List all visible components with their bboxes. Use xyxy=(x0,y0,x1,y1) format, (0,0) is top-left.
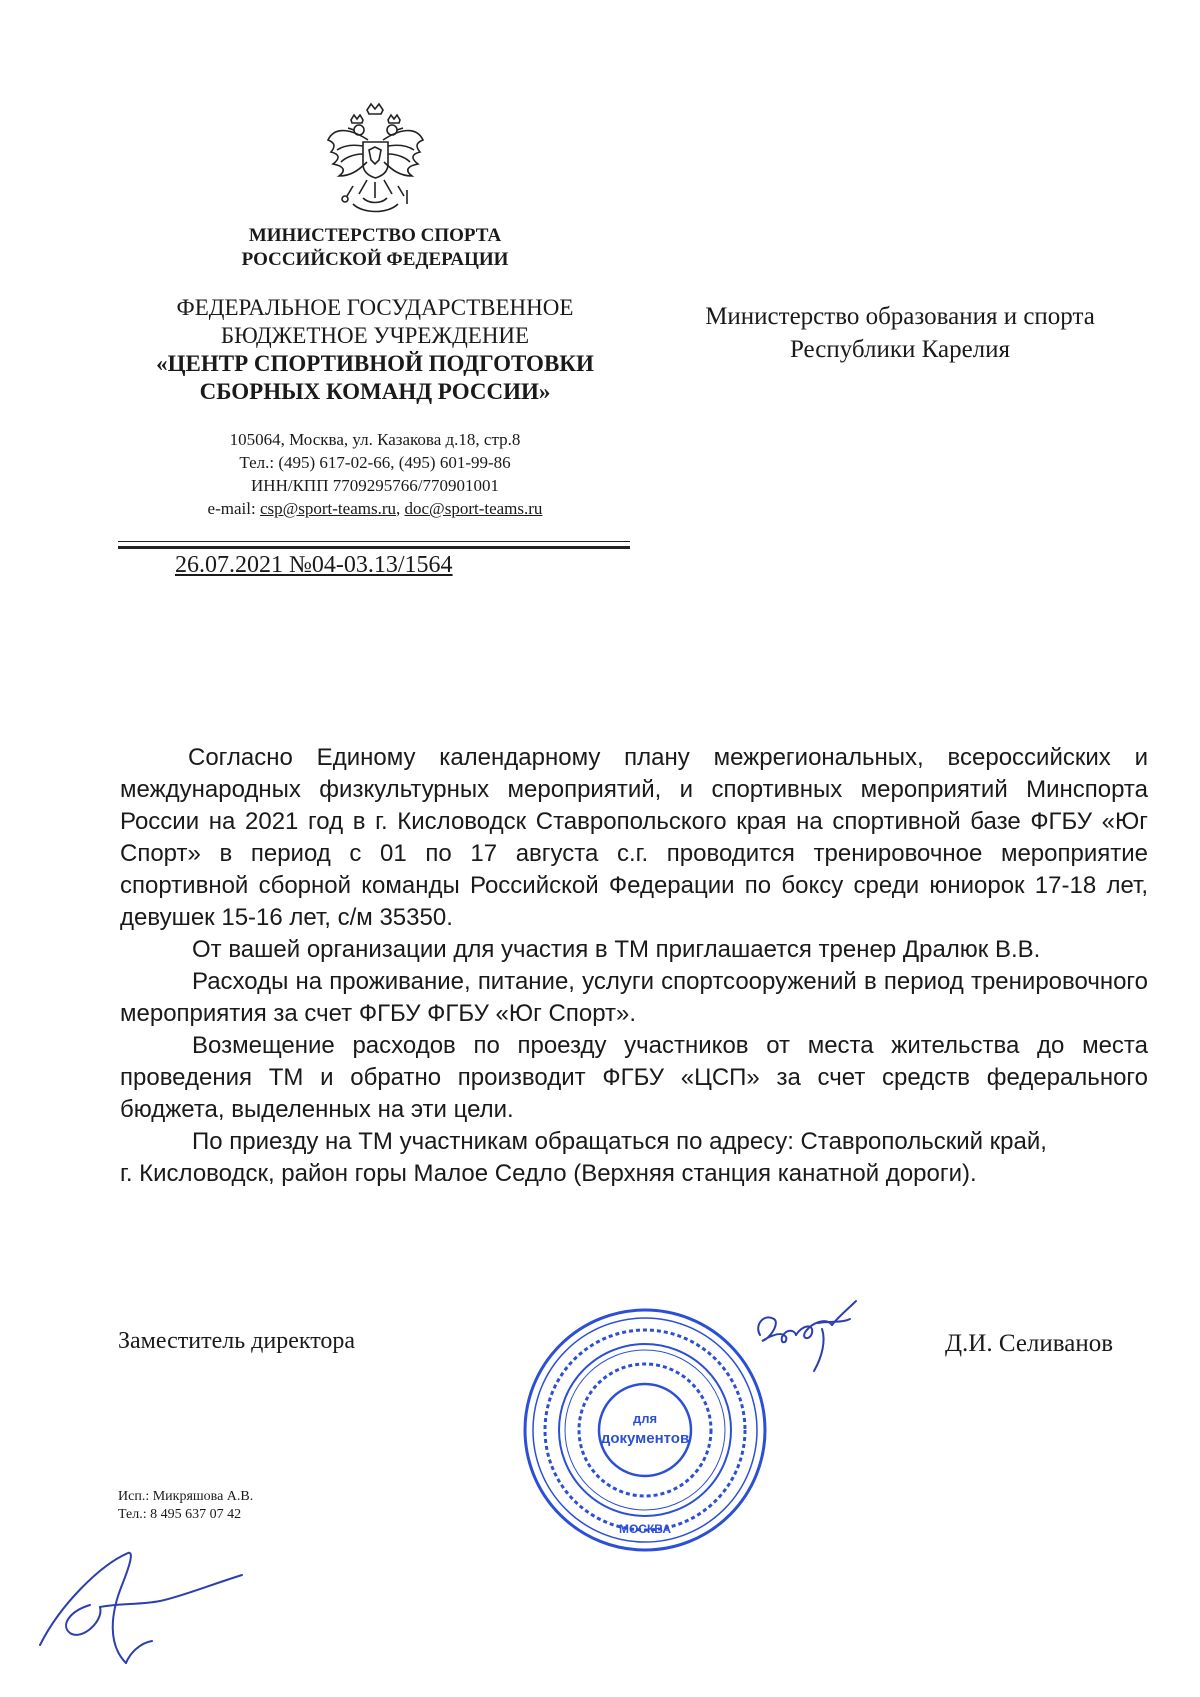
email-link-doc[interactable]: doc@sport-teams.ru xyxy=(404,499,543,518)
recipient-line-1: Министерство образования и спорта xyxy=(705,303,1095,330)
handwritten-initials xyxy=(30,1545,260,1675)
recipient-block xyxy=(640,300,1160,366)
executor-name: Исп.: Микряшова А.В. xyxy=(118,1489,254,1504)
header-divider-thick xyxy=(118,546,630,549)
paragraph-2: От вашей организации для участия в ТМ приглашается тренер Дралюк В.В. xyxy=(192,936,1041,963)
header-divider-thin xyxy=(118,541,630,542)
org-line-2: БЮДЖЕТНОЕ УЧРЕЖДЕНИЕ xyxy=(220,323,530,348)
signer-role: Заместитель директора xyxy=(118,1328,356,1354)
stamp-center-line-1: для xyxy=(632,1411,658,1426)
paragraph-1: Согласно Единому календарному плану межрегиональных, всероссийских и международных физкультурных мероприятий, и спортивных мероприятий Минспорта России на 2021 год в г. Кисловодск Ставропольского края на спортивной базе ФГБУ «Юг Спорт» в период с 01 по 17 августа с.г. проводится тренировочное мероприятие спортивной сборной команды Российской Федерации по боксу среди юниорок 17-18 лет, девушек 15-16 лет, с/м 35350. xyxy=(120,744,1148,931)
ministry-line-2: РОССИЙСКОЙ ФЕДЕРАЦИИ xyxy=(241,249,509,270)
ministry-line-1: МИНИСТЕРСТВО СПОРТА xyxy=(248,225,502,246)
recipient-line-2: Республики Карелия xyxy=(789,336,1011,363)
email-line: e-mail: csp@sport-teams.ru, doc@sport-teams.ru xyxy=(207,499,543,518)
org-line-3: «ЦЕНТР СПОРТИВНОЙ ПОДГОТОВКИ xyxy=(156,351,594,376)
official-stamp xyxy=(520,1305,770,1555)
ministry-name xyxy=(150,224,600,272)
executor-phone: Тел.: 8 495 637 07 42 xyxy=(118,1507,242,1522)
org-line-1: ФЕДЕРАЛЬНОЕ ГОСУДАРСТВЕННОЕ xyxy=(176,295,574,320)
organization-name xyxy=(120,294,630,406)
stamp-bottom-text: МОСКВА xyxy=(618,1522,672,1536)
org-line-4: СБОРНЫХ КОМАНД РОССИИ» xyxy=(199,379,551,404)
address-line: 105064, Москва, ул. Казакова д.18, стр.8 xyxy=(229,430,521,449)
paragraph-5-line-1: По приезду на ТМ участникам обращаться по адресу: Ставропольский край, xyxy=(192,1128,1047,1155)
document-number: 26.07.2021 №04-03.13/1564 xyxy=(175,552,453,578)
paragraph-5-line-2: г. Кисловодск, район горы Малое Седло (Верхняя станция канатной дороги). xyxy=(120,1160,977,1187)
paragraph-4: Возмещение расходов по проезду участников от места жительства до места проведения ТМ и обратно производит ФГБУ «ЦСП» за счет средств федерального бюджета, выделенных на эти цели. xyxy=(120,1032,1148,1123)
handwritten-signature xyxy=(752,1295,862,1375)
signer-name: Д.И. Селиванов xyxy=(945,1330,1114,1357)
coat-of-arms-icon xyxy=(323,100,428,220)
executor-info xyxy=(118,1488,253,1524)
phone-line: Тел.: (495) 617-02-66, (495) 601-99-86 xyxy=(239,453,511,472)
letter-body xyxy=(120,742,1148,1190)
email-link-csp[interactable]: csp@sport-teams.ru xyxy=(259,499,396,518)
paragraph-3: Расходы на проживание, питание, услуги спортсооружений в период тренировочного мероприятия за счет ФГБУ ФГБУ «Юг Спорт». xyxy=(120,968,1148,1027)
inn-line: ИНН/КПП 7709295766/770901001 xyxy=(251,476,499,495)
stamp-center-line-2: документов xyxy=(600,1430,690,1447)
contact-details xyxy=(150,428,600,520)
